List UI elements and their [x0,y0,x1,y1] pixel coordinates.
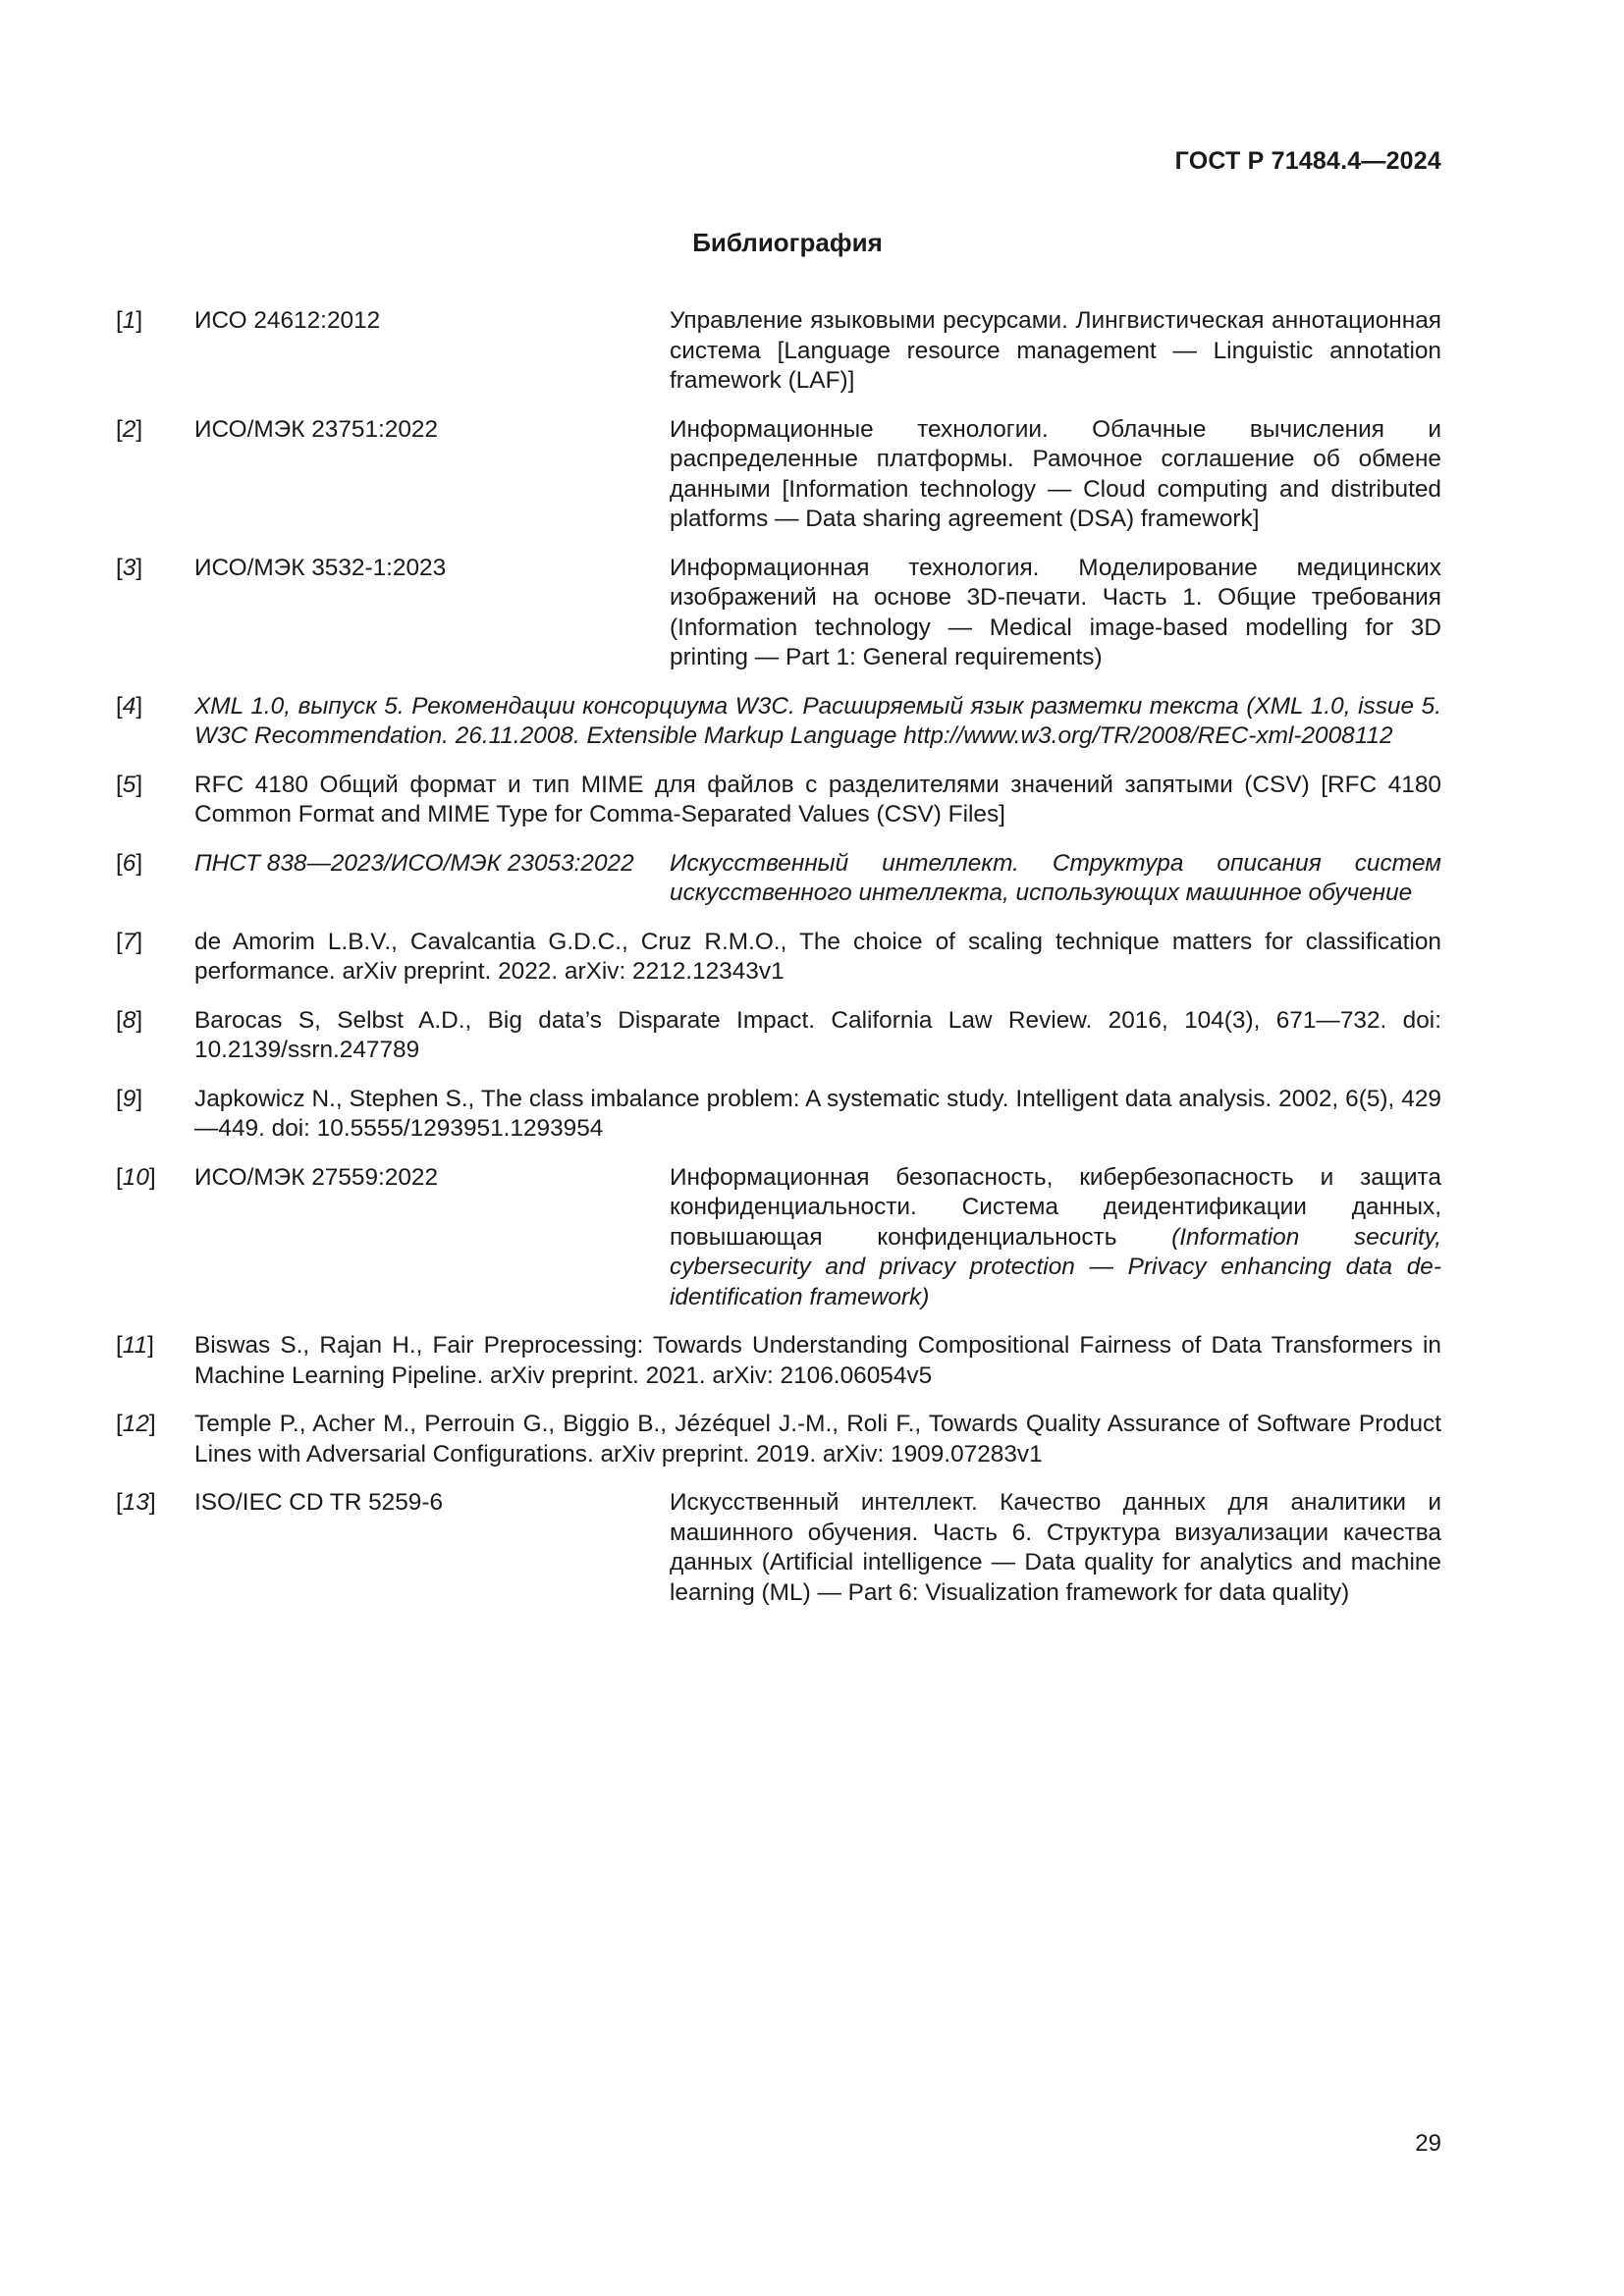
bibliography-entry [116,415,1441,535]
entry-number: [12] [116,1411,156,1437]
bibliography-entry [116,849,1441,909]
bibliography-entry [116,306,1441,397]
bibliography-entry [116,1331,1441,1391]
document-code: ГОСТ Р 71484.4—2024 [1174,147,1441,175]
entry-number: [6] [116,849,143,877]
entry-code: ИСО 24612:2012 [194,307,381,334]
entry-number: [9] [116,1085,143,1112]
entry-number: [8] [116,1006,143,1034]
entry-number: [13] [116,1489,156,1516]
bibliography-entry [116,1488,1441,1608]
entry-number: [7] [116,928,143,955]
entry-text: Temple P., Acher M., Perrouin G., Biggio B., Jézéquel J.-M., Roli F., Towards Quality Assurance of Software Product Lines with Adversarial Configurations. arXiv preprint. 2019. arXiv: 1909.07283v1 [194,1411,1441,1468]
entry-code: ИСО/МЭК 23751:2022 [194,415,439,443]
bibliography-entry [116,1006,1441,1066]
entry-number: [3] [116,554,143,581]
entry-title: Информационная технология. Моделирование медицинских изображений на основе 3D-печати. Часть 1. Общие требования (Information technology — Medical image-based modelling for 3D printing — Part 1: General requirements) [670,554,1441,670]
entry-text: de Amorim L.B.V., Cavalcantia G.D.C., Cruz R.M.O., The choice of scaling technique matters for classification performance. arXiv preprint. 2022. arXiv: 2212.12343v1 [194,928,1441,985]
entry-code: ИСО/МЭК 3532-1:2023 [194,554,447,581]
bibliography-entry [116,1163,1441,1313]
entry-text: Barocas S, Selbst A.D., Big data’s Disparate Impact. California Law Review. 2016, 104(3), 671—732. doi: 10.2139/ssrn.247789 [194,1006,1441,1063]
entry-text: XML 1.0, выпуск 5. Рекомендации консорциума W3C. Расширяемый язык разметки текста (XML 1.0, issue 5. W3C Recommendation. 26.11.2008. Extensible Markup Language http://www.w3.org/TR/2008/REC-xml-2008112 [194,692,1441,749]
page-title: Библиография [692,228,883,257]
bibliography-entry [116,771,1441,830]
bibliography-entry [116,1410,1441,1469]
entry-text: Biswas S., Rajan H., Fair Preprocessing: Towards Understanding Compositional Fairness of Data Transformers in Machine Learning Pipeline. arXiv preprint. 2021. arXiv: 2106.06054v5 [194,1332,1441,1389]
entry-title [670,1163,1441,1313]
page-number: 29 [1415,2130,1441,2157]
entry-number: [11] [116,1332,154,1359]
entry-title: Информационные технологии. Облачные вычисления и распределенные платформы. Рамочное соглашение об обмене данными [Information technology — Cloud computing and distributed platforms — Data sharing agreement (DSA) framework] [670,415,1441,532]
entry-title: Искусственный интеллект. Качество данных для аналитики и машинного обучения. Часть 6. Структура визуализации качества данных (Artificial intelligence — Data quality for analytics and machine learning (ML) — Part 6: Visualization framework for data quality) [670,1489,1441,1606]
entry-code: ПНСТ 838—2023/ИСО/МЭК 23053:2022 [194,849,634,877]
entry-number: [5] [116,771,143,798]
entry-code: ISO/IEC CD TR 5259-6 [194,1489,444,1516]
entry-code: ИСО/МЭК 27559:2022 [194,1163,439,1191]
entry-number: [10] [116,1163,156,1191]
entry-number: [4] [116,692,143,720]
bibliography-list [116,306,1441,1627]
bibliography-entry [116,692,1441,752]
bibliography-entry [116,554,1441,673]
entry-title-main: Информационная безопасность, кибербезопасность и защита конфиденциальности. Система деидентификации данных, повышающая конфиденциальность [670,1163,1441,1251]
entry-number: [1] [116,307,143,334]
entry-title: Искусственный интеллект. Структура описания систем искусственного интеллекта, использующих машинное обучение [670,849,1441,906]
entry-number: [2] [116,415,143,443]
bibliography-entry [116,928,1441,988]
entry-text: RFC 4180 Общий формат и тип MIME для файлов с разделителями значений запятыми (CSV) [RFC 4180 Common Format and MIME Type for Comma-Separated Values (CSV) Files] [194,771,1441,828]
entry-title-english: (Information security, cybersecurity and privacy protection — Privacy enhancing data de-identification framework) [670,1223,1441,1310]
entry-title: Управление языковыми ресурсами. Лингвистическая аннотационная система [Language resource management — Linguistic annotation framework (LAF)] [670,307,1441,394]
entry-text: Japkowicz N., Stephen S., The class imbalance problem: A systematic study. Intelligent data analysis. 2002, 6(5), 429—449. doi: 10.5555/1293951.1293954 [194,1085,1441,1142]
bibliography-entry [116,1085,1441,1145]
